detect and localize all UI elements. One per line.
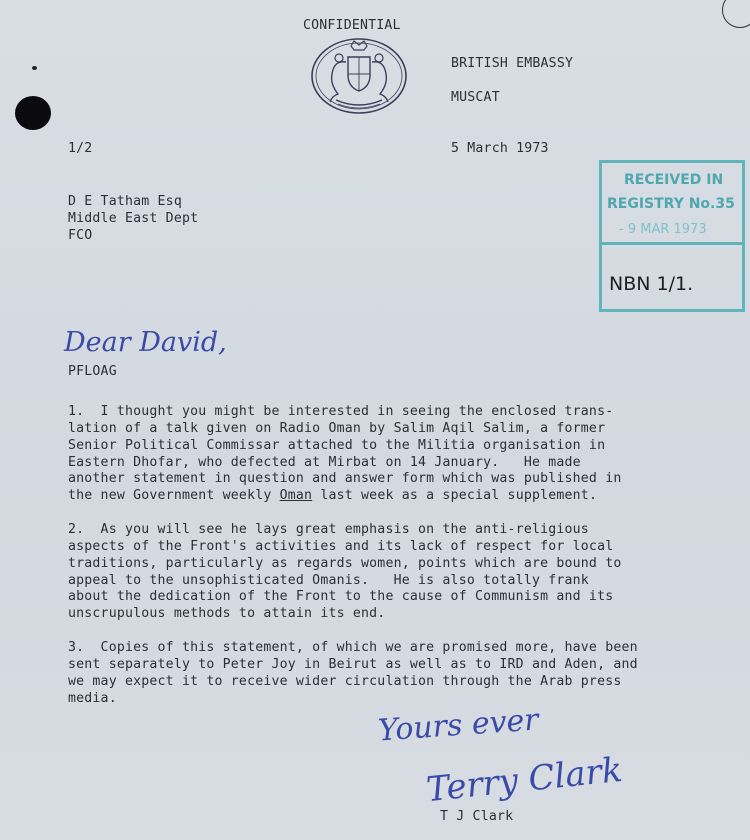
- stamp-date: - 9 MAR 1973: [619, 222, 707, 237]
- paragraph-line: sent separately to Peter Joy in Beirut as well as to IRD and Aden, and: [68, 657, 638, 672]
- addressee-office: FCO: [68, 228, 93, 243]
- addressee-name: D E Tatham Esq: [68, 194, 182, 209]
- paragraph-line: traditions, particularly as regards women, points which are bound to: [68, 556, 622, 571]
- publication-title: Oman: [279, 488, 313, 503]
- letter-date: 5 March 1973: [451, 141, 549, 156]
- classification-label: CONFIDENTIAL: [303, 18, 401, 33]
- addressee-department: Middle East Dept: [68, 211, 199, 226]
- punch-hole: [15, 96, 51, 130]
- handwritten-salutation: Dear David,: [64, 327, 227, 358]
- royal-coat-of-arms-emblem: [310, 37, 408, 115]
- paragraph-line: lation of a talk given on Radio Oman by Salim Aqil Salim, a former: [68, 421, 606, 436]
- paragraph-line: 1. I thought you might be interested in seeing the enclosed trans-: [68, 404, 614, 419]
- stamp-registry-label: REGISTRY No.35: [607, 196, 735, 212]
- paragraph-line: 2. As you will see he lays great emphasis on the anti-religious: [68, 522, 589, 537]
- stamp-divider: [599, 242, 745, 245]
- registry-received-stamp: [599, 160, 745, 312]
- ink-speck: [32, 66, 37, 70]
- paragraph-line: Senior Political Commissar attached to the Militia organisation in: [68, 438, 606, 453]
- paragraph-line: unscrupulous methods to attain its end.: [68, 606, 386, 621]
- reference-number: 1/2: [68, 141, 93, 156]
- stamp-received-label: RECEIVED IN: [624, 172, 724, 188]
- signatory-name: T J Clark: [440, 809, 514, 824]
- paragraph-line: we may expect it to receive wider circulation through the Arab press: [68, 674, 622, 689]
- handwritten-signature: Terry Clark: [424, 749, 625, 811]
- paragraph-line: about the dedication of the Front to the cause of Communism and its: [68, 589, 614, 604]
- paragraph-line: [68, 488, 597, 505]
- line-text: the new Government weekly: [68, 488, 280, 503]
- sender-embassy: BRITISH EMBASSY: [451, 56, 574, 71]
- paragraph-line: another statement in question and answer form which was published in: [68, 471, 622, 486]
- paragraph-line: 3. Copies of this statement, of which we are promised more, have been: [68, 640, 638, 655]
- stamp-file-reference: NBN 1/1.: [609, 273, 694, 295]
- paragraph-line: aspects of the Front's activities and its lack of respect for local: [68, 539, 614, 554]
- paragraph-line: appeal to the unsophisticated Omanis. He is also totally frank: [68, 573, 589, 588]
- handwritten-closing: Yours ever: [376, 702, 540, 749]
- corner-circle-mark: [722, 0, 750, 28]
- letter-subject: PFLOAG: [68, 364, 117, 379]
- paragraph-line: media.: [68, 691, 117, 706]
- line-text: last week as a special supplement.: [312, 488, 598, 503]
- sender-city: MUSCAT: [451, 90, 500, 105]
- paragraph-line: Eastern Dhofar, who defected at Mirbat on 14 January. He made: [68, 455, 581, 470]
